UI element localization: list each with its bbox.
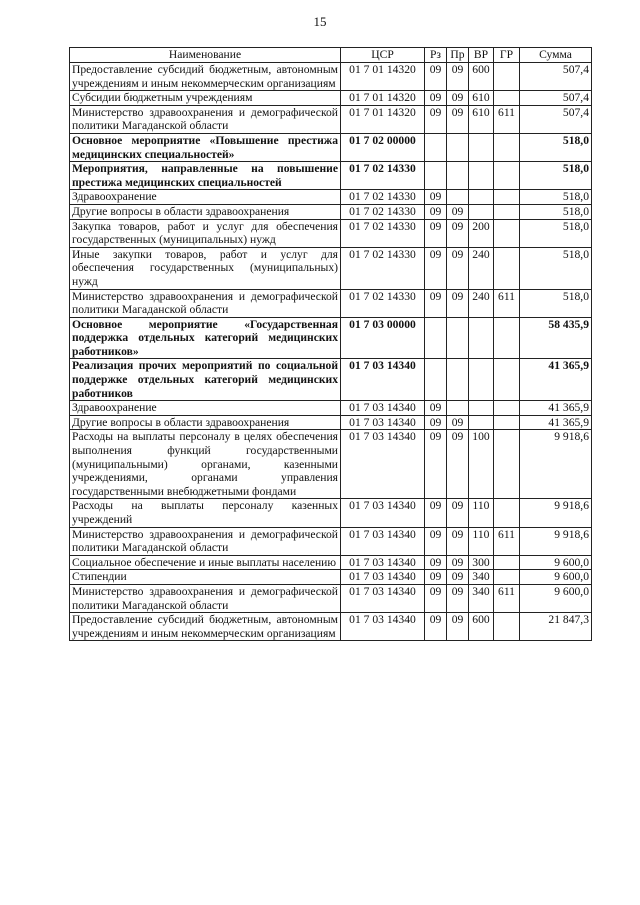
pr-cell: 09 (447, 584, 469, 612)
vr-cell: 240 (469, 289, 494, 317)
pr-cell: 09 (447, 613, 469, 641)
vr-cell: 340 (469, 584, 494, 612)
table-row (70, 430, 592, 499)
sum-cell: 507,4 (520, 105, 592, 133)
table-row (70, 219, 592, 247)
rz-cell (425, 133, 447, 161)
gr-cell (494, 401, 520, 416)
pr-cell (447, 133, 469, 161)
pr-cell: 09 (447, 499, 469, 527)
sum-cell: 518,0 (520, 204, 592, 219)
sum-cell: 507,4 (520, 91, 592, 106)
table-row (70, 162, 592, 190)
gr-cell: 611 (494, 527, 520, 555)
rz-cell: 09 (425, 527, 447, 555)
name-cell: Основное мероприятие «Государственная поддержка отдельных категорий медицинских работников» (70, 317, 341, 359)
vr-cell: 110 (469, 527, 494, 555)
csr-cell: 01 7 01 14320 (341, 105, 425, 133)
name-cell: Социальное обеспечение и иные выплаты населению (70, 555, 341, 570)
vr-cell (469, 162, 494, 190)
vr-cell: 100 (469, 430, 494, 499)
gr-cell (494, 613, 520, 641)
table-row (70, 401, 592, 416)
csr-cell: 01 7 03 00000 (341, 317, 425, 359)
vr-cell (469, 133, 494, 161)
csr-cell: 01 7 02 14330 (341, 162, 425, 190)
rz-cell: 09 (425, 401, 447, 416)
column-header-vr: ВР (469, 48, 494, 63)
vr-cell (469, 204, 494, 219)
gr-cell (494, 415, 520, 430)
name-cell: Основное мероприятие «Повышение престижа медицинских специальностей» (70, 133, 341, 161)
sum-cell: 518,0 (520, 247, 592, 289)
gr-cell (494, 63, 520, 91)
csr-cell: 01 7 02 14330 (341, 247, 425, 289)
sum-cell: 9 600,0 (520, 555, 592, 570)
column-header-gr: ГР (494, 48, 520, 63)
rz-cell: 09 (425, 105, 447, 133)
sum-cell: 518,0 (520, 190, 592, 205)
name-cell: Расходы на выплаты персоналу в целях обеспечения выполнения функций государственными (муниципальными) органами, казенными учреждениями, органами управления государственными внебюджетными фондами (70, 430, 341, 499)
table-row (70, 317, 592, 359)
rz-cell: 09 (425, 91, 447, 106)
pr-cell: 09 (447, 204, 469, 219)
gr-cell (494, 430, 520, 499)
name-cell: Реализация прочих мероприятий по социальной поддержке отдельных категорий медицинских работников (70, 359, 341, 401)
vr-cell: 600 (469, 613, 494, 641)
sum-cell: 41 365,9 (520, 401, 592, 416)
pr-cell: 09 (447, 91, 469, 106)
pr-cell: 09 (447, 289, 469, 317)
table-row (70, 105, 592, 133)
rz-cell: 09 (425, 555, 447, 570)
vr-cell (469, 190, 494, 205)
pr-cell: 09 (447, 247, 469, 289)
pr-cell: 09 (447, 570, 469, 585)
rz-cell: 09 (425, 570, 447, 585)
name-cell: Закупка товаров, работ и услуг для обеспечения государственных (муниципальных) нужд (70, 219, 341, 247)
rz-cell: 09 (425, 415, 447, 430)
table-row (70, 247, 592, 289)
pr-cell: 09 (447, 415, 469, 430)
table-body (70, 63, 592, 641)
pr-cell: 09 (447, 219, 469, 247)
sum-cell: 9 918,6 (520, 527, 592, 555)
name-cell: Субсидии бюджетным учреждениям (70, 91, 341, 106)
csr-cell: 01 7 02 14330 (341, 289, 425, 317)
pr-cell (447, 317, 469, 359)
name-cell: Министерство здравоохранения и демографической политики Магаданской области (70, 289, 341, 317)
pr-cell (447, 190, 469, 205)
csr-cell: 01 7 02 00000 (341, 133, 425, 161)
sum-cell: 41 365,9 (520, 415, 592, 430)
pr-cell: 09 (447, 555, 469, 570)
table-row (70, 91, 592, 106)
sum-cell: 9 600,0 (520, 570, 592, 585)
sum-cell: 518,0 (520, 133, 592, 161)
sum-cell: 21 847,3 (520, 613, 592, 641)
gr-cell (494, 555, 520, 570)
gr-cell (494, 317, 520, 359)
pr-cell: 09 (447, 63, 469, 91)
vr-cell: 610 (469, 91, 494, 106)
name-cell: Мероприятия, направленные на повышение престижа медицинских специальностей (70, 162, 341, 190)
sum-cell: 41 365,9 (520, 359, 592, 401)
gr-cell (494, 204, 520, 219)
rz-cell: 09 (425, 63, 447, 91)
name-cell: Другие вопросы в области здравоохранения (70, 415, 341, 430)
csr-cell: 01 7 03 14340 (341, 415, 425, 430)
vr-cell: 240 (469, 247, 494, 289)
csr-cell: 01 7 03 14340 (341, 570, 425, 585)
gr-cell: 611 (494, 584, 520, 612)
name-cell: Предоставление субсидий бюджетным, автономным учреждениям и иным некоммерческим организациям (70, 613, 341, 641)
table-row (70, 555, 592, 570)
name-cell: Здравоохранение (70, 190, 341, 205)
name-cell: Другие вопросы в области здравоохранения (70, 204, 341, 219)
csr-cell: 01 7 02 14330 (341, 204, 425, 219)
gr-cell: 611 (494, 289, 520, 317)
pr-cell: 09 (447, 105, 469, 133)
table-row (70, 584, 592, 612)
csr-cell: 01 7 03 14340 (341, 401, 425, 416)
vr-cell: 200 (469, 219, 494, 247)
sum-cell: 9 918,6 (520, 430, 592, 499)
vr-cell: 340 (469, 570, 494, 585)
name-cell: Министерство здравоохранения и демографической политики Магаданской области (70, 527, 341, 555)
vr-cell (469, 359, 494, 401)
rz-cell: 09 (425, 204, 447, 219)
sum-cell: 9 918,6 (520, 499, 592, 527)
sum-cell: 58 435,9 (520, 317, 592, 359)
vr-cell: 300 (469, 555, 494, 570)
csr-cell: 01 7 02 14330 (341, 219, 425, 247)
name-cell: Иные закупки товаров, работ и услуг для обеспечения государственных (муниципальных) нужд (70, 247, 341, 289)
rz-cell: 09 (425, 430, 447, 499)
csr-cell: 01 7 03 14340 (341, 359, 425, 401)
column-header-rz: Рз (425, 48, 447, 63)
rz-cell: 09 (425, 219, 447, 247)
rz-cell: 09 (425, 584, 447, 612)
table-row (70, 527, 592, 555)
vr-cell (469, 415, 494, 430)
csr-cell: 01 7 03 14340 (341, 499, 425, 527)
column-header-sum: Сумма (520, 48, 592, 63)
column-header-pr: Пр (447, 48, 469, 63)
rz-cell: 09 (425, 613, 447, 641)
pr-cell (447, 401, 469, 416)
name-cell: Министерство здравоохранения и демографической политики Магаданской области (70, 584, 341, 612)
table-row (70, 570, 592, 585)
gr-cell (494, 247, 520, 289)
sum-cell: 518,0 (520, 219, 592, 247)
pr-cell: 09 (447, 430, 469, 499)
vr-cell (469, 401, 494, 416)
csr-cell: 01 7 03 14340 (341, 584, 425, 612)
gr-cell (494, 190, 520, 205)
table-row (70, 613, 592, 641)
gr-cell (494, 570, 520, 585)
name-cell: Расходы на выплаты персоналу казенных учреждений (70, 499, 341, 527)
table-row (70, 63, 592, 91)
csr-cell: 01 7 01 14320 (341, 63, 425, 91)
csr-cell: 01 7 01 14320 (341, 91, 425, 106)
table-row (70, 289, 592, 317)
gr-cell (494, 133, 520, 161)
sum-cell: 518,0 (520, 289, 592, 317)
table-row (70, 415, 592, 430)
gr-cell (494, 219, 520, 247)
page-number: 15 (313, 14, 327, 29)
gr-cell (494, 499, 520, 527)
rz-cell (425, 317, 447, 359)
csr-cell: 01 7 02 14330 (341, 190, 425, 205)
table-row (70, 190, 592, 205)
pr-cell (447, 359, 469, 401)
sum-cell: 507,4 (520, 63, 592, 91)
gr-cell (494, 162, 520, 190)
sum-cell: 9 600,0 (520, 584, 592, 612)
table-row (70, 133, 592, 161)
pr-cell: 09 (447, 527, 469, 555)
name-cell: Стипендии (70, 570, 341, 585)
rz-cell: 09 (425, 247, 447, 289)
vr-cell (469, 317, 494, 359)
rz-cell (425, 359, 447, 401)
vr-cell: 600 (469, 63, 494, 91)
rz-cell: 09 (425, 499, 447, 527)
rz-cell (425, 162, 447, 190)
name-cell: Министерство здравоохранения и демографической политики Магаданской области (70, 105, 341, 133)
csr-cell: 01 7 03 14340 (341, 555, 425, 570)
table-row (70, 359, 592, 401)
gr-cell (494, 91, 520, 106)
name-cell: Здравоохранение (70, 401, 341, 416)
column-header-csr: ЦСР (341, 48, 425, 63)
csr-cell: 01 7 03 14340 (341, 430, 425, 499)
vr-cell: 610 (469, 105, 494, 133)
header-row (70, 48, 592, 63)
rz-cell: 09 (425, 190, 447, 205)
csr-cell: 01 7 03 14340 (341, 613, 425, 641)
gr-cell (494, 359, 520, 401)
vr-cell: 110 (469, 499, 494, 527)
budget-table (69, 47, 592, 641)
column-header-name: Наименование (70, 48, 341, 63)
sum-cell: 518,0 (520, 162, 592, 190)
gr-cell: 611 (494, 105, 520, 133)
csr-cell: 01 7 03 14340 (341, 527, 425, 555)
name-cell: Предоставление субсидий бюджетным, автономным учреждениям и иным некоммерческим организациям (70, 63, 341, 91)
rz-cell: 09 (425, 289, 447, 317)
table-row (70, 204, 592, 219)
table-row (70, 499, 592, 527)
pr-cell (447, 162, 469, 190)
